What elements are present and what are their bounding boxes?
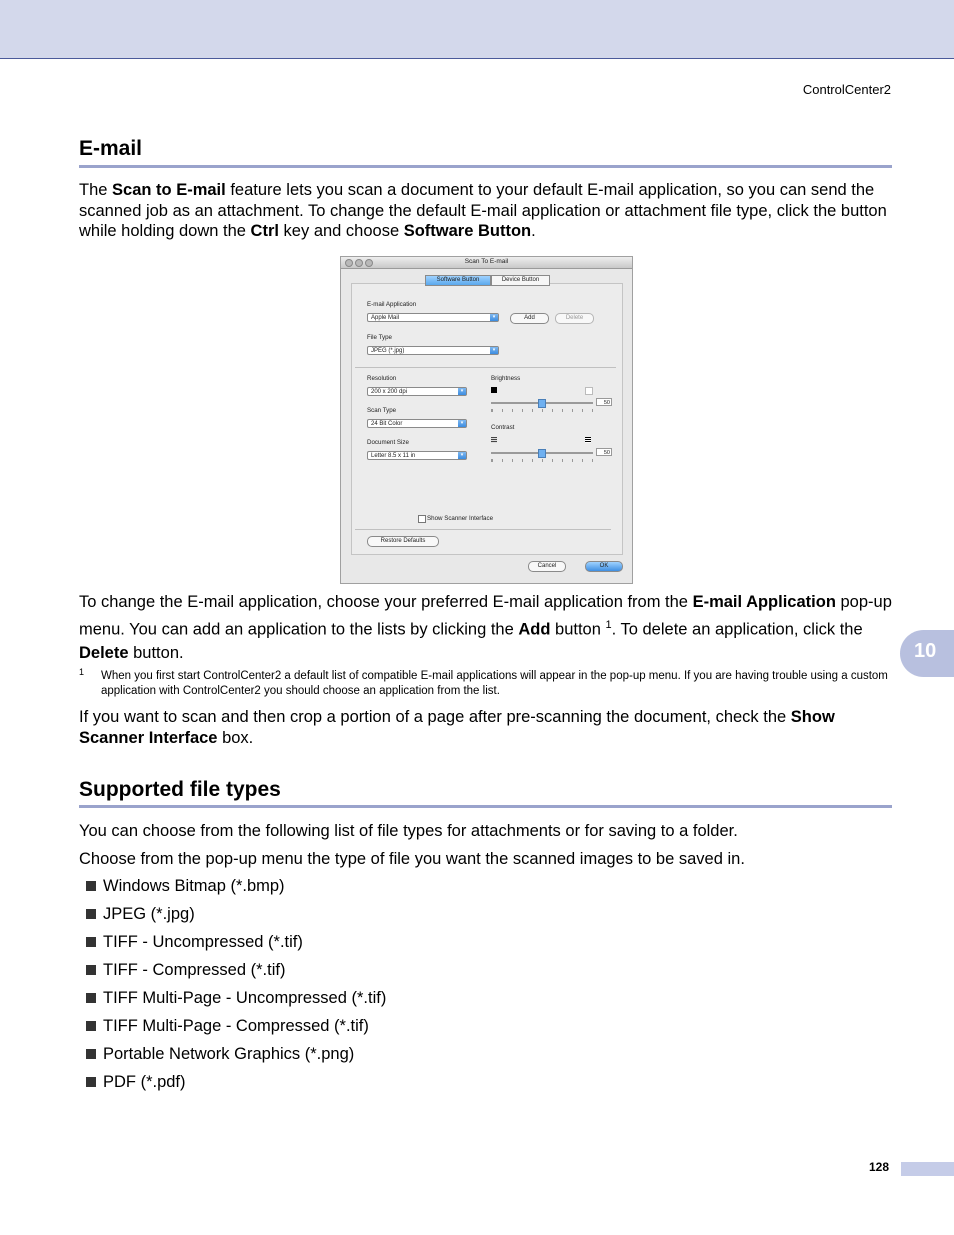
scan-type-popup[interactable] — [367, 419, 467, 428]
cancel-button[interactable]: Cancel — [528, 561, 566, 572]
bold-term: Delete — [79, 643, 129, 662]
document-size-label: Document Size — [367, 439, 409, 446]
bullet-square-icon — [86, 881, 96, 891]
divider — [355, 529, 611, 530]
bold-term: Scan to E-mail — [112, 181, 226, 199]
document-size-popup[interactable] — [367, 451, 467, 460]
crop-paragraph — [79, 707, 894, 748]
low-contrast-icon — [491, 437, 497, 443]
heading-rule — [79, 805, 892, 808]
text: . — [531, 222, 536, 240]
header-band — [0, 0, 954, 59]
bullet-square-icon — [86, 1021, 96, 1031]
text: . To delete an application, click the — [611, 620, 863, 639]
list-item — [84, 1044, 386, 1072]
file-type-popup[interactable] — [367, 346, 499, 355]
list-item-text: TIFF - Uncompressed (*.tif) — [103, 933, 303, 951]
running-title: ControlCenter2 — [802, 82, 891, 97]
delete-button[interactable]: Delete — [555, 313, 594, 324]
email-app-value: Apple Mail — [371, 315, 400, 321]
document-size-value: Letter 8.5 x 11 in — [371, 453, 416, 459]
text: To change the E-mail application, choose your preferred E-mail application from the — [79, 593, 693, 611]
bullet-square-icon — [86, 937, 96, 947]
text: The — [79, 181, 113, 199]
list-item-text: TIFF - Compressed (*.tif) — [103, 961, 286, 979]
brightness-label: Brightness — [491, 375, 521, 382]
footnote-ref: 1 — [605, 619, 612, 631]
scan-to-email-dialog — [340, 256, 633, 584]
popup-arrow-icon: ▾ — [490, 314, 498, 321]
footnote — [79, 669, 894, 699]
popup-arrow-icon: ▾ — [458, 388, 466, 395]
file-type-value: JPEG (*.jpg) — [371, 348, 405, 354]
filetypes-para1: You can choose from the following list of file types for attachments or for saving to a folder. — [79, 822, 738, 840]
resolution-popup[interactable] — [367, 387, 467, 396]
change-app-paragraph — [79, 591, 894, 665]
heading-rule — [79, 165, 892, 168]
bold-term: Show Scanner Interface — [79, 708, 835, 747]
divider — [355, 367, 616, 368]
list-item-text: TIFF Multi-Page - Compressed (*.tif) — [103, 1017, 369, 1035]
popup-arrow-icon: ▾ — [458, 452, 466, 459]
text: button — [550, 620, 606, 639]
page-number-bar — [901, 1162, 954, 1176]
email-app-popup[interactable] — [367, 313, 499, 322]
footnote-number: 1 — [79, 667, 85, 677]
file-type-label: File Type — [367, 334, 392, 341]
text: button. — [128, 643, 184, 662]
intro-paragraph — [79, 180, 894, 242]
bold-term: Software Button — [403, 222, 532, 240]
bullet-square-icon — [86, 993, 96, 1003]
light-swatch-icon — [585, 387, 593, 395]
dialog-title: Scan To E-mail — [464, 258, 509, 265]
list-item-text: PDF (*.pdf) — [103, 1073, 186, 1091]
popup-arrow-icon: ▾ — [490, 347, 498, 354]
list-item — [84, 1016, 386, 1044]
contrast-value[interactable]: 50 — [596, 448, 612, 456]
bold-term: E-mail Application — [692, 593, 836, 611]
list-item-text: Windows Bitmap (*.bmp) — [103, 877, 285, 895]
brightness-value[interactable]: 50 — [596, 398, 612, 406]
slider-ticks — [491, 409, 594, 412]
show-scanner-checkbox[interactable] — [418, 515, 426, 523]
email-app-label: E-mail Application — [367, 301, 417, 308]
filetypes-para2: Choose from the pop-up menu the type of file you want the scanned images to be saved in. — [79, 850, 745, 868]
list-item — [84, 932, 386, 960]
bold-term: Add — [518, 620, 551, 639]
brightness-slider-thumb[interactable] — [538, 399, 546, 408]
restore-defaults-button[interactable]: Restore Defaults — [367, 536, 439, 547]
text: If you want to scan and then crop a portion of a page after pre-scanning the document, check the — [79, 708, 791, 726]
dialog-titlebar — [341, 257, 632, 269]
resolution-label: Resolution — [367, 375, 397, 382]
resolution-value: 200 x 200 dpi — [371, 389, 408, 395]
slider-ticks — [491, 459, 594, 462]
list-item — [84, 988, 386, 1016]
show-scanner-label: Show Scanner Interface — [427, 515, 494, 522]
list-item — [84, 876, 386, 904]
add-button[interactable]: Add — [510, 313, 549, 324]
text: key and choose — [278, 222, 404, 240]
bullet-square-icon — [86, 965, 96, 975]
section-heading-filetypes: Supported file types — [79, 778, 281, 801]
contrast-slider-thumb[interactable] — [538, 449, 546, 458]
scan-type-value: 24 Bit Color — [371, 421, 403, 427]
tab-software-button[interactable]: Software Button — [425, 275, 491, 286]
bullet-square-icon — [86, 909, 96, 919]
page-number: 128 — [869, 1160, 890, 1174]
popup-arrow-icon: ▾ — [458, 420, 466, 427]
list-item — [84, 960, 386, 988]
tab-device-button[interactable]: Device Button — [491, 275, 550, 286]
list-item-text: JPEG (*.jpg) — [103, 905, 195, 923]
text: feature lets you scan a document to your default E-mail application, so you can send the scanned job as an attachment. To change the default E-mail application or attachment file type, click the button while holding down the — [79, 181, 887, 240]
list-item-text: TIFF Multi-Page - Uncompressed (*.tif) — [103, 989, 387, 1007]
list-item — [84, 1072, 386, 1100]
footnote-text: When you first start ControlCenter2 a default list of compatible E-mail applications will appear in the pop-up menu. If you are having trouble using a custom application with ControlCenter2 you should choose an application from the list. — [101, 670, 888, 697]
ok-button[interactable]: OK — [585, 561, 623, 572]
bold-term: Ctrl — [250, 222, 279, 240]
section-heading-email: E-mail — [79, 137, 143, 160]
contrast-label: Contrast — [491, 424, 515, 431]
chapter-number: 10 — [914, 640, 937, 662]
scan-type-label: Scan Type — [367, 407, 397, 414]
list-item-text: Portable Network Graphics (*.png) — [103, 1045, 355, 1063]
dark-swatch-icon — [491, 387, 497, 393]
text: box. — [217, 728, 254, 747]
chapter-tab — [900, 630, 954, 677]
high-contrast-icon — [585, 437, 591, 443]
bullet-square-icon — [86, 1077, 96, 1087]
text: pop-up menu. You can add an application to the lists by clicking the — [79, 593, 892, 639]
list-item — [84, 904, 386, 932]
filetype-list — [84, 876, 386, 1100]
bullet-square-icon — [86, 1049, 96, 1059]
